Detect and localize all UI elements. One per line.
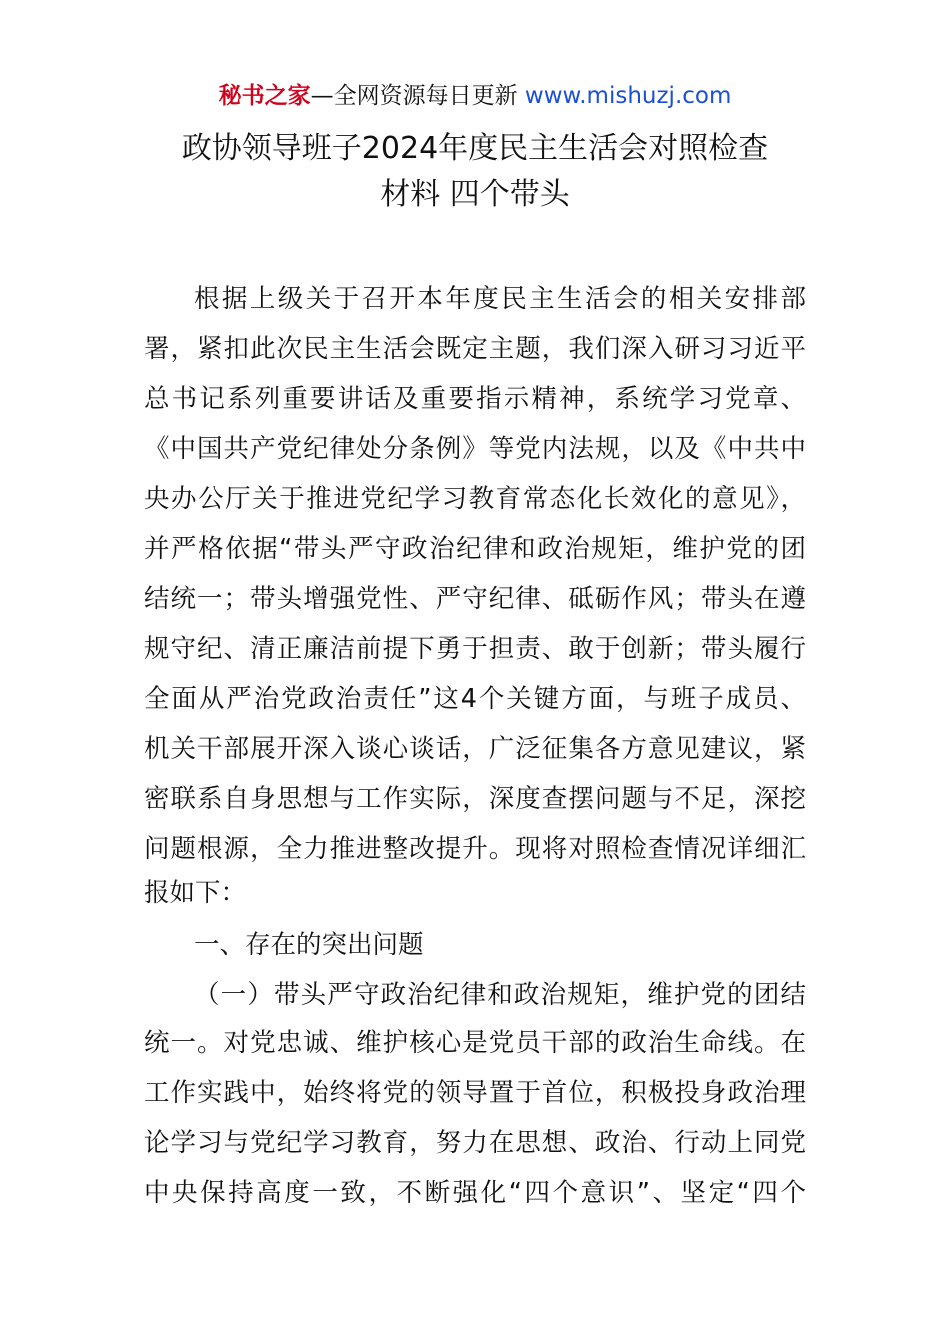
paragraph-line: 工作实践中，始终将党的领导置于首位，积极投身政治理 (144, 1078, 806, 1108)
title-line-2: 材料 四个带头 (380, 177, 570, 212)
paragraph-line: 论学习与党纪学习教育，努力在思想、政治、行动上同党 (144, 1128, 806, 1158)
site-header (0, 80, 950, 112)
paragraph-line: 密联系自身思想与工作实际，深度查摆问题与不足，深挖 (144, 784, 806, 814)
paragraph-line: （一）带头严守政治纪律和政治规矩，维护党的团结 (194, 980, 806, 1010)
paragraph-line: 央办公厅关于推进党纪学习教育常态化长效化的意见》， (144, 484, 806, 514)
paragraph-line: 署，紧扣此次民主生活会既定主题，我们深入研习习近平 (144, 334, 806, 364)
paragraph-line: 根据上级关于召开本年度民主生活会的相关安排部 (194, 284, 806, 314)
paragraph-line: 结统一；带头增强党性、严守纪律、砥砺作风；带头在遵 (144, 584, 806, 614)
paragraph-line: 统一。对党忠诚、维护核心是党员干部的政治生命线。在 (144, 1028, 806, 1058)
header-tagline: —全网资源每日更新 (310, 83, 518, 109)
paragraph-line: 规守纪、清正廉洁前提下勇于担责、敢于创新；带头履行 (144, 634, 806, 664)
paragraph-line: 并严格依据“带头严守政治纪律和政治规矩，维护党的团 (144, 534, 806, 564)
title-line-1: 政协领导班子2024年度民主生活会对照检查 (181, 131, 769, 166)
paragraph-line: 问题根源，全力推进整改提升。现将对照检查情况详细汇 (144, 834, 806, 864)
paragraph-line: 总书记系列重要讲话及重要指示精神，系统学习党章、 (144, 384, 806, 414)
section-heading: 一、存在的突出问题 (194, 930, 424, 960)
paragraph-line: 全面从严治党政治责任”这4个关键方面，与班子成员、 (144, 684, 806, 714)
brand-name: 秘书之家 (218, 83, 311, 109)
site-url: www.mishuzj.com (524, 83, 732, 109)
paragraph-line: 机关干部展开深入谈心谈话，广泛征集各方意见建议，紧 (144, 734, 806, 764)
paragraph-line: 报如下： (144, 878, 247, 908)
document-title (0, 126, 950, 218)
paragraph-line: 中央保持高度一致，不断强化“四个意识”、坚定“四个 (144, 1178, 806, 1208)
paragraph-line: 《中国共产党纪律处分条例》等党内法规，以及《中共中 (144, 434, 806, 464)
